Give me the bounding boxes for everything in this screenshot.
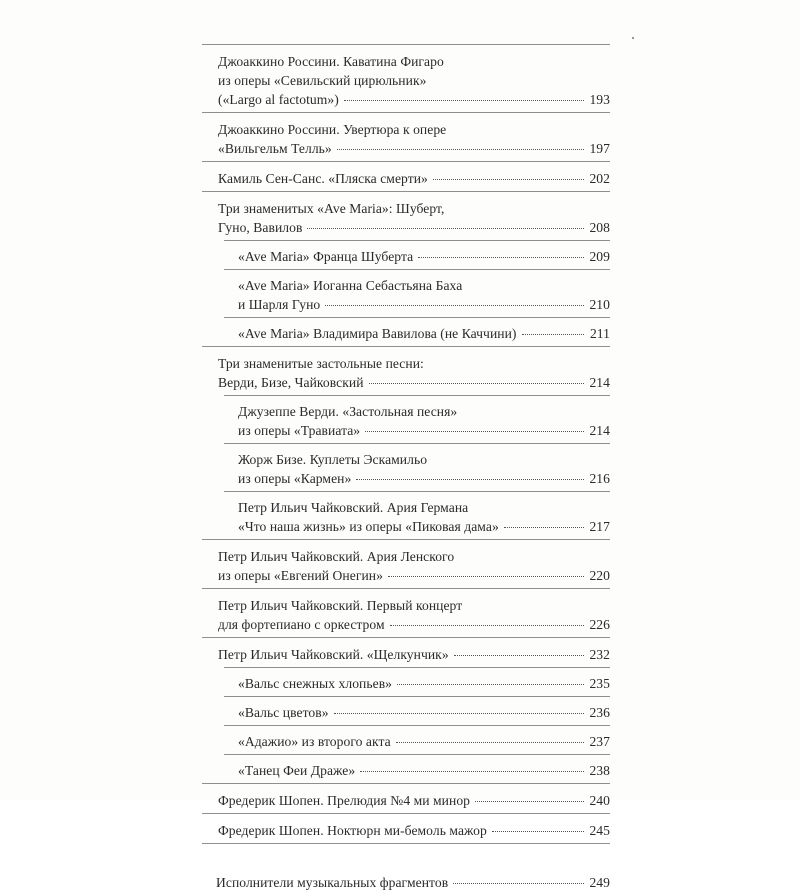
toc-entry <box>202 726 610 754</box>
dot-leader <box>388 576 584 577</box>
toc-entry <box>202 45 610 112</box>
dot-leader <box>334 713 584 714</box>
toc-entry-title: и Шарля Гуно <box>238 297 321 312</box>
toc-entry-title: Камиль Сен-Санс. «Пляска смерти» <box>218 171 428 186</box>
dot-leader <box>337 149 584 150</box>
toc-entry <box>202 113 610 161</box>
dot-leader <box>433 179 584 180</box>
page-number: 238 <box>589 763 610 778</box>
toc-entry-title: Фредерик Шопен. Ноктюрн ми-бемоль мажор <box>218 823 487 838</box>
page-number: 236 <box>589 705 610 720</box>
toc-entry-last-line <box>202 421 610 440</box>
dot-leader <box>356 479 584 480</box>
toc-entry-title: из оперы «Евгений Онегин» <box>218 568 383 583</box>
toc-entry-title: «Что наша жизнь» из оперы «Пиковая дама» <box>238 519 499 534</box>
toc-entry-title: «Вальс снежных хлопьев» <box>238 676 393 691</box>
page-number: 197 <box>589 141 610 156</box>
toc-entry-title: из оперы «Травиата» <box>238 423 361 438</box>
page-number: 193 <box>589 92 610 107</box>
dot-leader <box>307 228 584 229</box>
toc-entry <box>202 668 610 696</box>
toc-entry-title: «Вальс цветов» <box>238 705 329 720</box>
toc-entry <box>202 814 610 843</box>
toc-entry-last-line <box>202 139 610 158</box>
toc-entry <box>202 162 610 191</box>
page-number: 217 <box>589 519 610 534</box>
dot-leader <box>522 334 585 335</box>
section-gap <box>202 844 610 866</box>
toc-entry-last-line <box>202 90 610 109</box>
toc-entry-title: Петр Ильич Чайковский. Ария Ленского <box>218 549 455 564</box>
toc-entry-title: Верди, Бизе, Чайковский <box>218 375 364 390</box>
toc-entry-last-line <box>202 247 610 266</box>
table-of-contents <box>202 44 610 895</box>
toc-entry <box>202 540 610 588</box>
page-number: 214 <box>589 375 610 390</box>
dot-leader <box>344 100 584 101</box>
toc-entry-last-line <box>202 703 610 722</box>
toc-entry-last-line <box>202 324 610 343</box>
toc-entry-line <box>202 596 610 615</box>
toc-entry-last-line <box>202 645 610 664</box>
dot-leader <box>390 625 584 626</box>
toc-entry-title: «Ave Maria» Владимира Вавилова (не Каччини) <box>238 326 517 341</box>
page-speck <box>632 37 634 39</box>
toc-entry-title: Петр Ильич Чайковский. Ария Германа <box>238 500 469 515</box>
page-number: 216 <box>589 471 610 486</box>
toc-entry-title: Джузеппе Верди. «Застольная песня» <box>238 404 458 419</box>
dot-leader <box>369 383 584 384</box>
dot-leader <box>475 801 584 802</box>
toc-entry-last-line <box>202 295 610 314</box>
page-number: 235 <box>589 676 610 691</box>
page-number: 232 <box>589 647 610 662</box>
toc-entry-line <box>202 354 610 373</box>
toc-entry-last-line <box>202 732 610 751</box>
toc-entry-last-line <box>202 566 610 585</box>
toc-entry-title: Гуно, Вавилов <box>218 220 303 235</box>
toc-entry-title: («Largo al factotum») <box>218 92 339 107</box>
toc-entry-last-line <box>202 373 610 392</box>
toc-entry-line <box>202 402 610 421</box>
dot-leader <box>360 771 584 772</box>
toc-entry-line <box>202 71 610 90</box>
toc-entry-title: Три знаменитых «Ave Maria»: Шуберт, <box>218 201 445 216</box>
toc-entry-appendix <box>202 866 610 895</box>
page-number: 226 <box>589 617 610 632</box>
toc-entry-line <box>202 498 610 517</box>
toc-entry <box>202 192 610 240</box>
toc-entry-title: Исполнители музыкальных фрагментов <box>216 875 449 890</box>
toc-entry <box>202 444 610 491</box>
toc-entry-last-line <box>202 517 610 536</box>
toc-entry <box>202 697 610 725</box>
toc-entry <box>202 396 610 443</box>
page-number: 211 <box>589 326 610 341</box>
toc-entry-line <box>202 199 610 218</box>
toc-entry-title: Жорж Бизе. Куплеты Эскамильо <box>238 452 428 467</box>
dot-leader <box>396 742 584 743</box>
toc-entry-title: для фортепиано с оркестром <box>218 617 385 632</box>
toc-entry-last-line <box>202 761 610 780</box>
toc-entry-title: «Танец Феи Драже» <box>238 763 356 778</box>
page-number: 209 <box>589 249 610 264</box>
toc-entry-last-line <box>202 873 610 892</box>
dot-leader <box>492 831 584 832</box>
toc-entry-title: Петр Ильич Чайковский. «Щелкунчик» <box>218 647 449 662</box>
page-number: 245 <box>589 823 610 838</box>
toc-entry-line <box>202 547 610 566</box>
dot-leader <box>504 527 584 528</box>
toc-entry-last-line <box>202 169 610 188</box>
dot-leader <box>365 431 584 432</box>
toc-entry-line <box>202 450 610 469</box>
page-number: 249 <box>589 875 610 890</box>
toc-entry-title: «Ave Maria» Франца Шуберта <box>238 249 414 264</box>
dot-leader <box>454 655 584 656</box>
toc-entry-title: из оперы «Севильский цирюльник» <box>218 73 427 88</box>
toc-entry <box>202 241 610 269</box>
toc-entry-title: Петр Ильич Чайковский. Первый концерт <box>218 598 463 613</box>
page-number: 210 <box>589 297 610 312</box>
page-number: 208 <box>589 220 610 235</box>
toc-entry <box>202 318 610 346</box>
page-number: 237 <box>589 734 610 749</box>
toc-entry <box>202 638 610 667</box>
dot-leader <box>397 684 584 685</box>
toc-entry <box>202 270 610 317</box>
toc-entry-title: «Вильгельм Телль» <box>218 141 332 156</box>
page-number: 240 <box>589 793 610 808</box>
toc-entry-line <box>202 52 610 71</box>
toc-entry-title: из оперы «Кармен» <box>238 471 352 486</box>
toc-entry-title: Джоаккино Россини. Увертюра к опере <box>218 122 447 137</box>
toc-entry-last-line <box>202 674 610 693</box>
toc-entry-last-line <box>202 469 610 488</box>
toc-entry-last-line <box>202 821 610 840</box>
toc-entry-title: «Адажио» из второго акта <box>238 734 391 749</box>
toc-entry <box>202 755 610 783</box>
page-number: 214 <box>589 423 610 438</box>
toc-entry-last-line <box>202 615 610 634</box>
toc-entry-title: Фредерик Шопен. Прелюдия №4 ми минор <box>218 793 471 808</box>
toc-entry-title: «Ave Maria» Иоганна Себастьяна Баха <box>238 278 463 293</box>
page-number: 202 <box>589 171 610 186</box>
toc-entry-title: Джоаккино Россини. Каватина Фигаро <box>218 54 444 69</box>
toc-entry-last-line <box>202 218 610 237</box>
dot-leader <box>418 257 584 258</box>
toc-entry-line <box>202 120 610 139</box>
toc-entry <box>202 492 610 539</box>
dot-leader <box>453 883 584 884</box>
toc-entry <box>202 784 610 813</box>
toc-entry <box>202 347 610 395</box>
dot-leader <box>325 305 584 306</box>
toc-entry <box>202 589 610 637</box>
toc-entry-title: Три знаменитые застольные песни: <box>218 356 424 371</box>
toc-entry-last-line <box>202 791 610 810</box>
toc-entry-line <box>202 276 610 295</box>
page-number: 220 <box>589 568 610 583</box>
